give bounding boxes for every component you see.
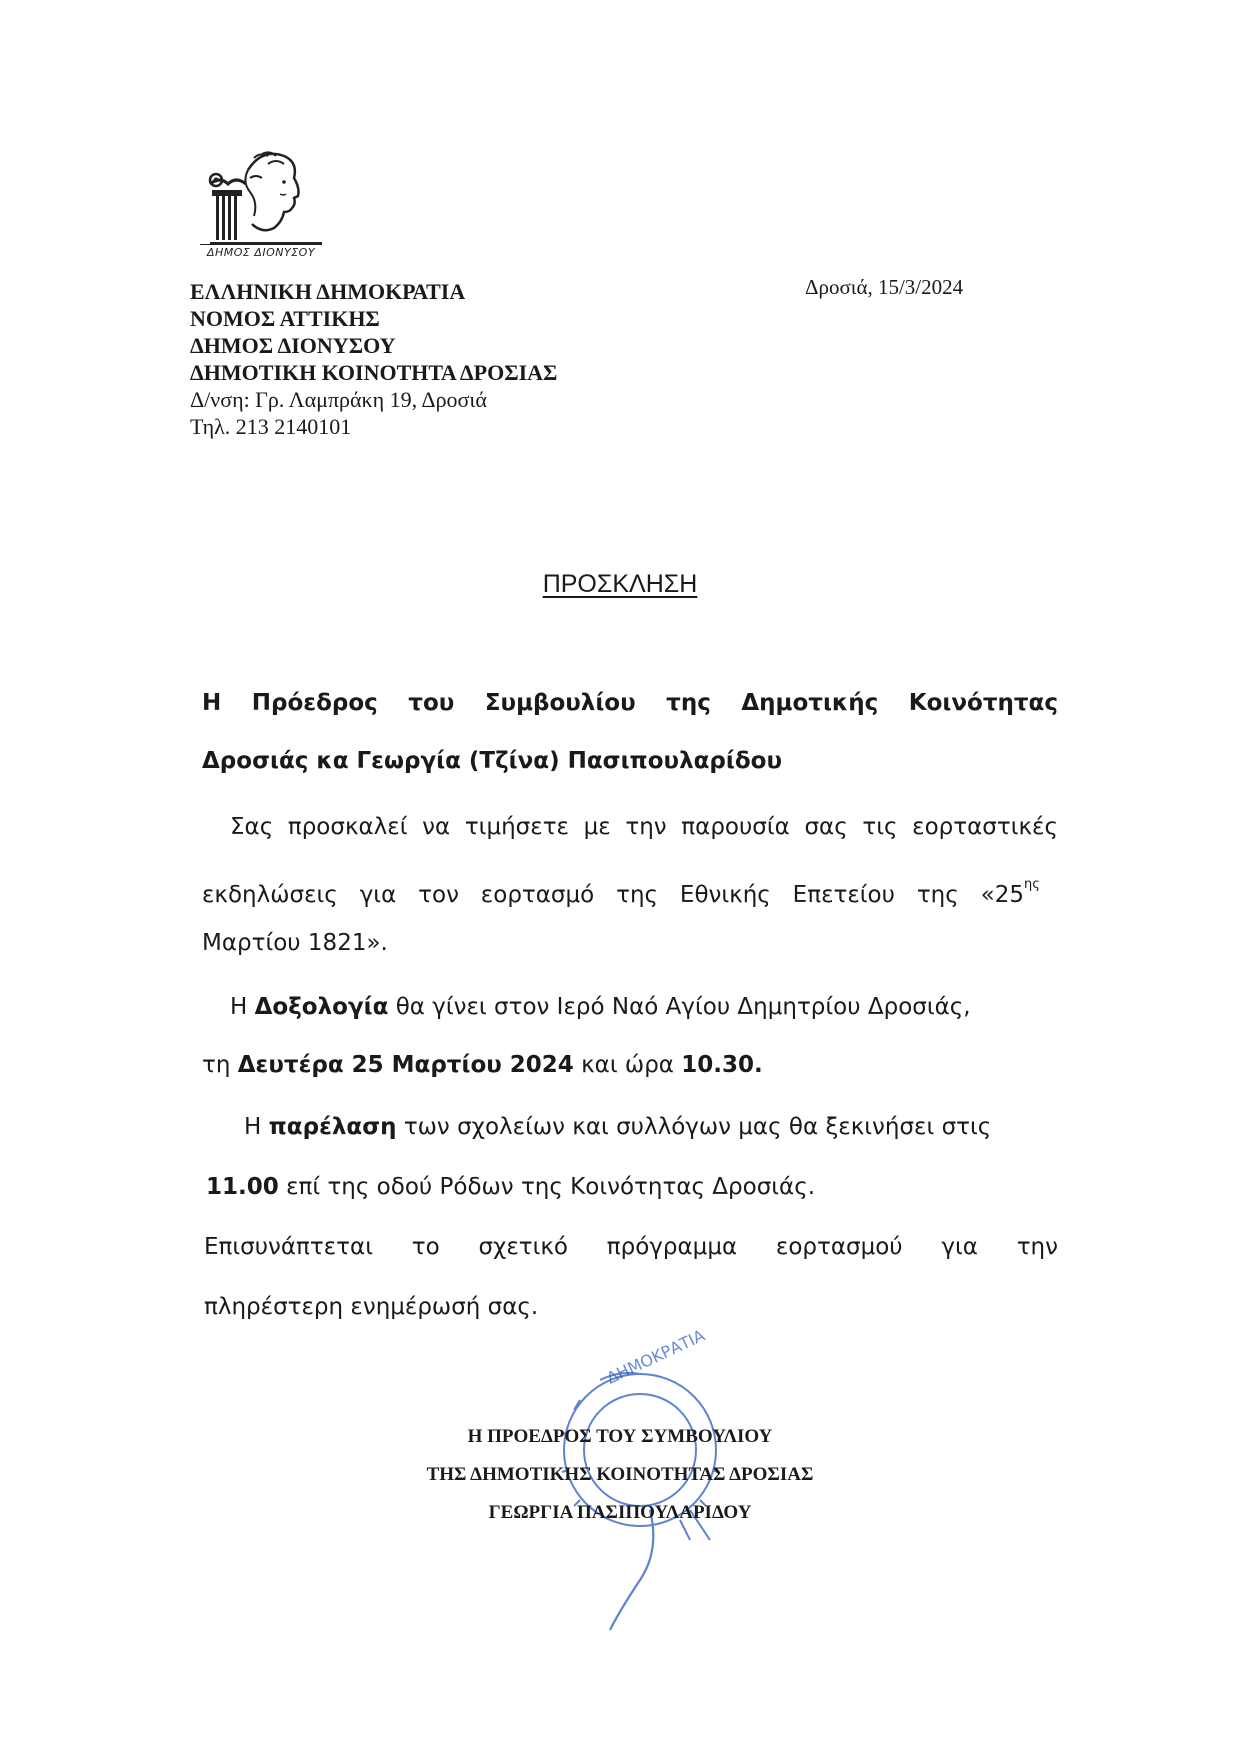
paragraph-1-line-2 xyxy=(202,870,1058,910)
stamp-text: ΔΗΜΟΚΡΑΤΙΑ xyxy=(603,1325,708,1388)
p3-line2-rest: επί της οδού Ρόδων της Κοινότητας Δροσιάς. xyxy=(278,1174,816,1200)
paragraph-2-line-1 xyxy=(230,992,971,1022)
paragraph-2-line-2 xyxy=(202,1050,763,1080)
header-country: ΕΛΛΗΝΙΚΗ ΔΗΜΟΚΡΑΤΙΑ xyxy=(190,279,466,304)
p2-line2-mid: και ώρα xyxy=(573,1052,682,1078)
signature-line-2: ΤΗΣ ΔΗΜΟΤΙΚΗΣ ΚΟΙΝΟΤΗΤΑΣ ΔΡΟΣΙΑΣ xyxy=(426,1464,814,1485)
p2-pre: Η xyxy=(230,994,255,1020)
header-community: ΔΗΜΟΤΙΚΗ ΚΟΙΝΟΤΗΤΑ ΔΡΟΣΙΑΣ xyxy=(190,360,558,385)
p3-time: 11.00 xyxy=(206,1174,279,1200)
signature-line-1: Η ΠΡΟΕΔΡΟΣ ΤΟΥ ΣΥΜΒΟΥΛΙΟΥ xyxy=(467,1426,773,1447)
header-address: Δ/νση: Γρ. Λαμπράκη 19, Δροσιά xyxy=(190,387,487,412)
document-date: Δροσιά, 15/3/2024 xyxy=(805,275,964,299)
intro-line-1: Η Πρόεδρος του Συμβουλίου της Δημοτικής Κοινότητας xyxy=(202,690,1058,716)
p2-date: Δευτέρα 25 Μαρτίου 2024 xyxy=(237,1052,574,1078)
logo-caption: ΔΗΜΟΣ ΔΙΟΝΥΣΟΥ xyxy=(200,244,322,259)
header-prefecture: ΝΟΜΟΣ ΑΤΤΙΚΗΣ xyxy=(190,306,380,331)
signature-name: ΓΕΩΡΓΙΑ ΠΑΣΙΠΟΥΛΑΡΙΔΟΥ xyxy=(488,1502,752,1523)
p2-time: 10.30. xyxy=(681,1052,763,1078)
p3-rest: των σχολείων και συλλόγων μας θα ξεκινήσει στις xyxy=(396,1114,992,1140)
paragraph-1-line-1: Σας προσκαλεί να τιμήσετε με την παρουσία σας τις εορταστικές xyxy=(230,814,1058,840)
p3-parade: παρέλαση xyxy=(268,1114,397,1140)
document-title: ΠΡΟΣΚΛΗΣΗ xyxy=(542,570,698,598)
paragraph-3-line-1 xyxy=(244,1112,991,1142)
p3-pre: Η xyxy=(244,1114,269,1140)
paragraph-4-line-1: Επισυνάπτεται το σχετικό πρόγραμμα εορτασμού για την xyxy=(204,1234,1058,1260)
paragraph-3-line-2 xyxy=(206,1172,815,1202)
header-municipality: ΔΗΜΟΣ ΔΙΟΝΥΣΟΥ xyxy=(190,333,396,358)
intro-line-2: Δροσιάς κα Γεωργία (Τζίνα) Πασιπουλαρίδου xyxy=(202,748,782,774)
superscript-ordinal: ης xyxy=(1024,877,1040,892)
paragraph-4-line-2: πληρέστερη ενημέρωσή σας. xyxy=(204,1294,539,1320)
paragraph-1-line-3: Μαρτίου 1821». xyxy=(202,930,388,956)
p2-doxology: Δοξολογία xyxy=(254,994,389,1020)
paragraph-1-line-2-text: εκδηλώσεις για τον εορτασμό της Εθνικής Επετείου της «25 xyxy=(202,882,1024,908)
header-phone: Τηλ. 213 2140101 xyxy=(190,414,352,439)
official-stamp-icon xyxy=(540,1325,730,1640)
p2-rest: θα γίνει στον Ιερό Ναό Αγίου Δημητρίου Δροσιάς, xyxy=(388,994,971,1020)
p2-line2-pre: τη xyxy=(202,1052,238,1078)
